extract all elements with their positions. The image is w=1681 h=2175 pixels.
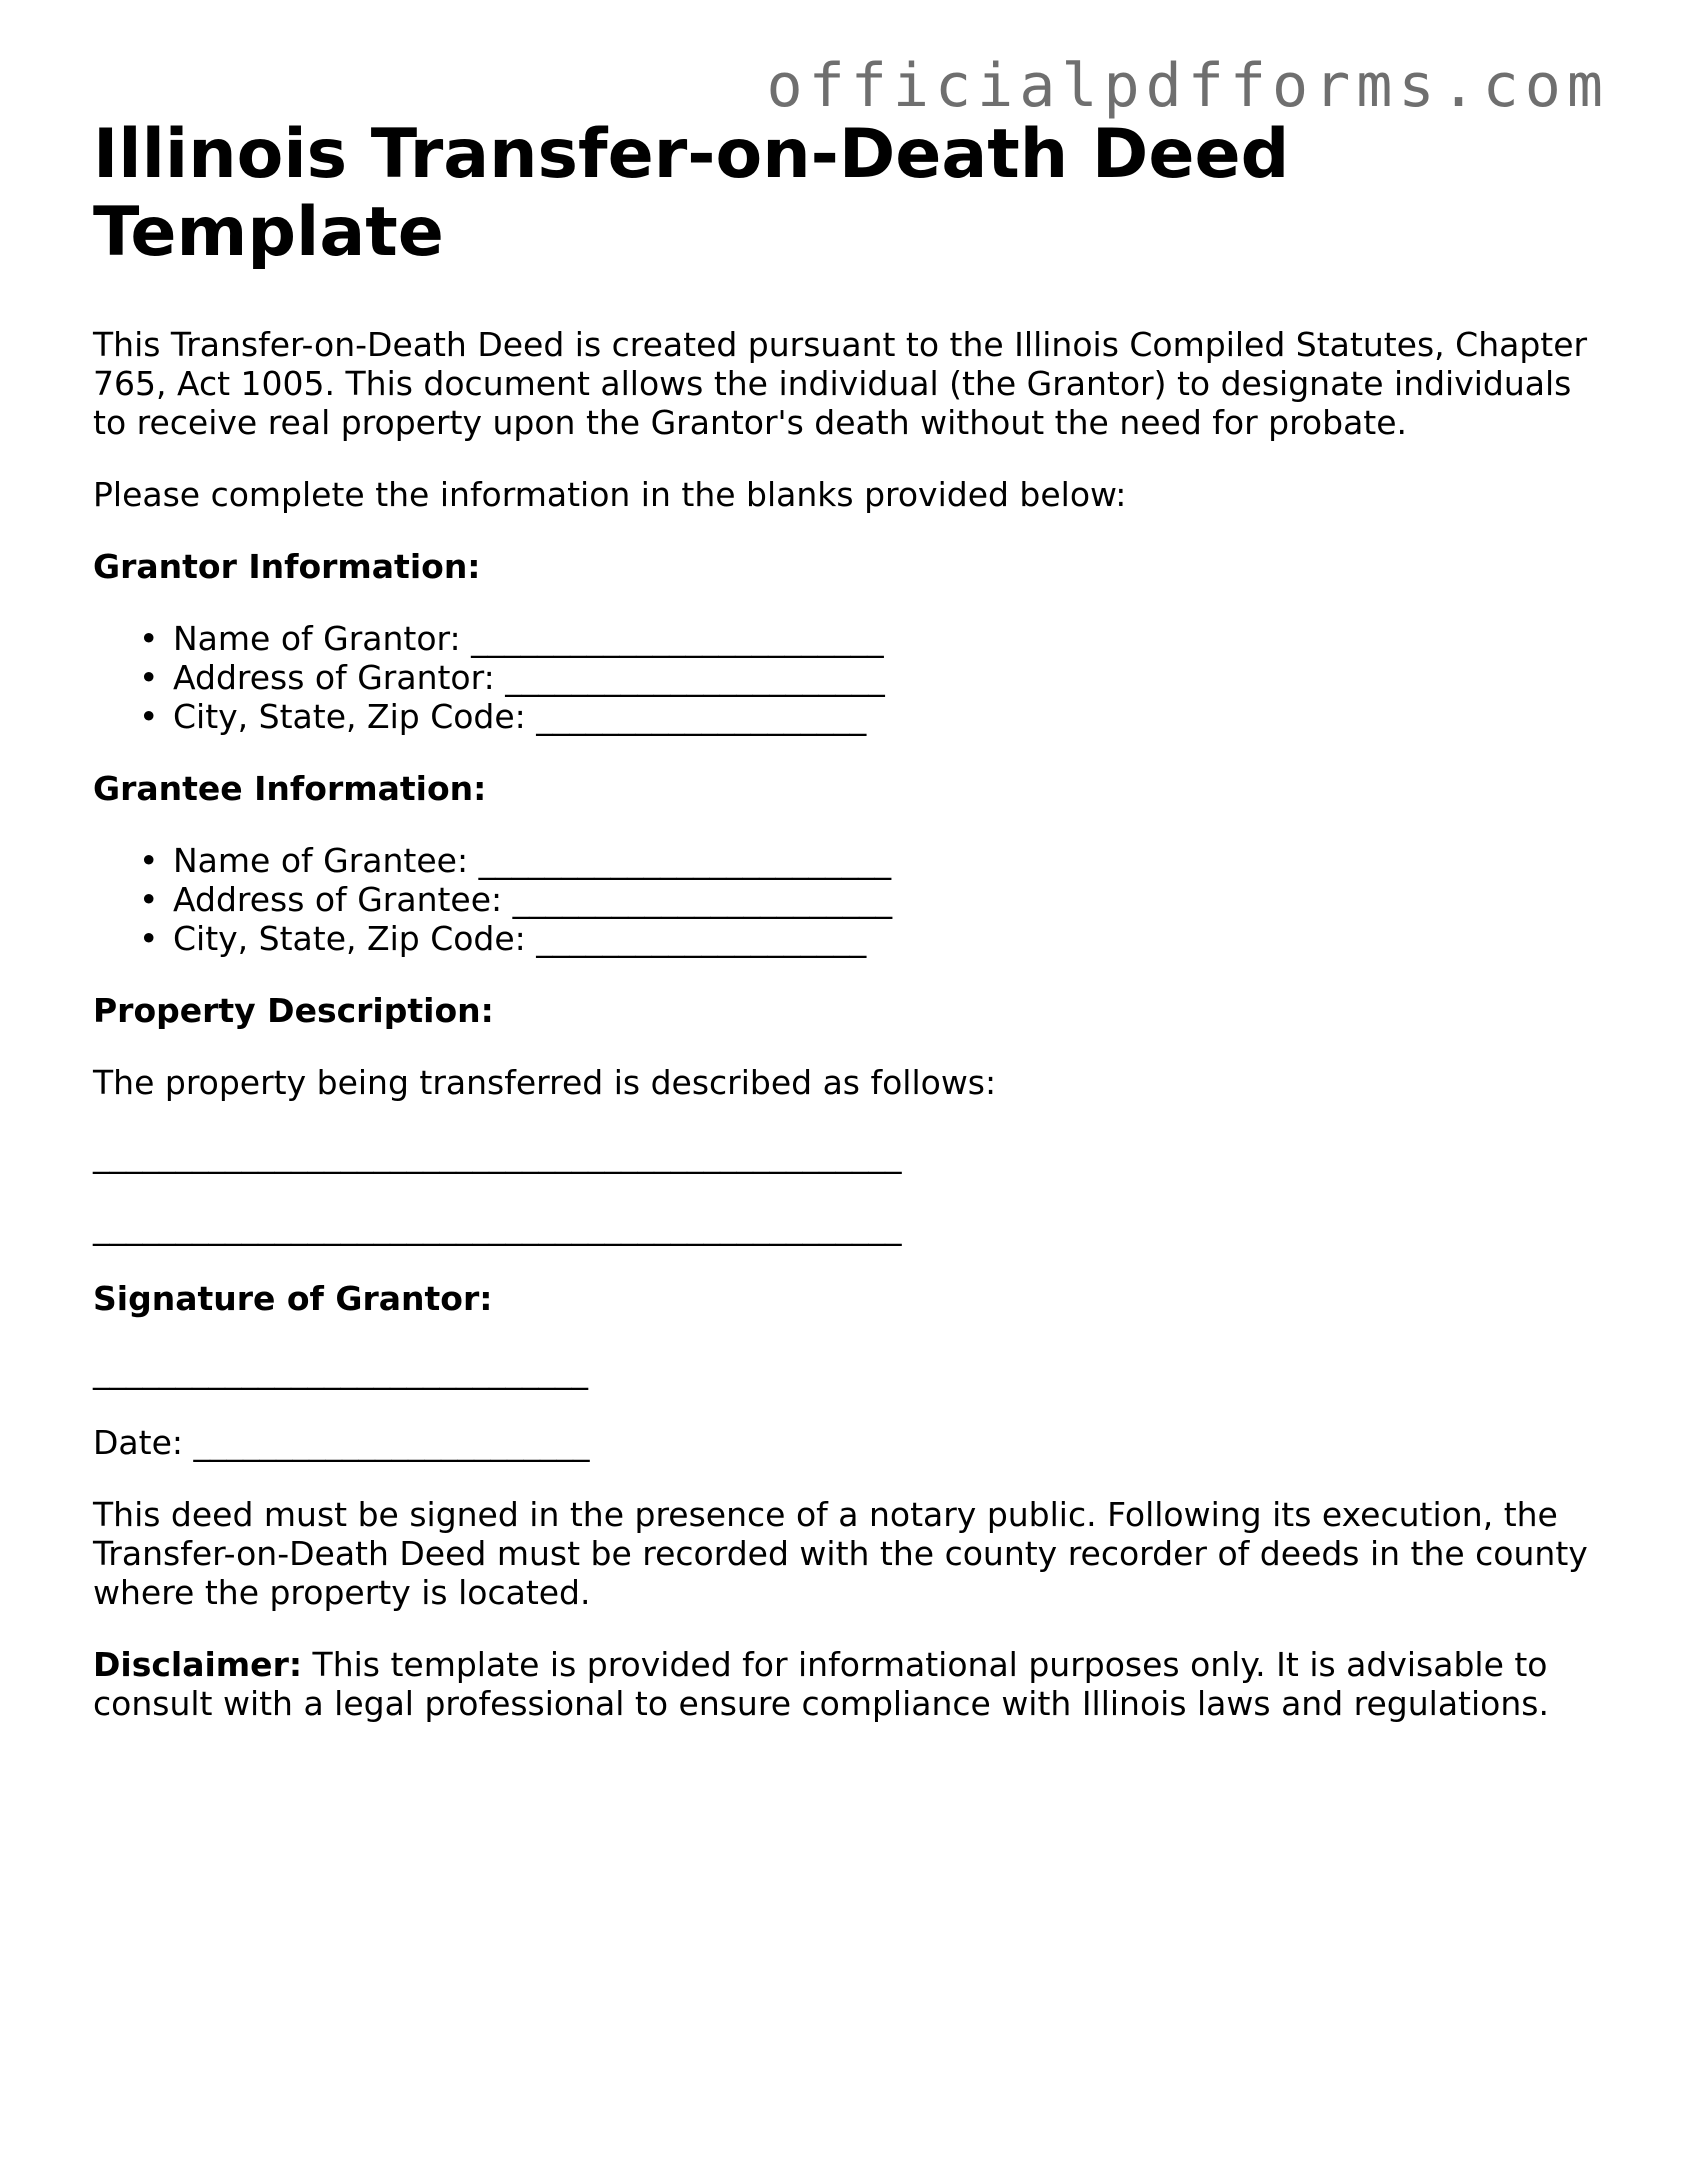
property-description-line-2[interactable]: _________________________________________________	[93, 1207, 902, 1246]
grantee-address-field[interactable]: Address of Grantee: _______________________	[173, 880, 893, 919]
list-item	[139, 658, 1593, 697]
list-item	[139, 919, 1593, 958]
list-item	[139, 697, 1593, 736]
grantor-list	[93, 619, 1593, 736]
grantee-heading: Grantee Information:	[93, 769, 487, 808]
grantor-address-field[interactable]: Address of Grantor: _______________________	[173, 658, 885, 697]
list-item	[139, 841, 1593, 880]
bullet-icon: •	[139, 919, 159, 958]
date-field[interactable]: Date: ________________________	[93, 1423, 590, 1462]
grantee-city-state-zip-field[interactable]: City, State, Zip Code: ____________________	[173, 919, 867, 958]
grantor-heading: Grantor Information:	[93, 547, 481, 586]
watermark: officialpdfforms.com	[766, 51, 1609, 121]
signature-heading: Signature of Grantor:	[93, 1279, 493, 1318]
property-heading: Property Description:	[93, 991, 494, 1030]
document-body	[93, 116, 1593, 1723]
instructions-paragraph: Please complete the information in the blanks provided below:	[93, 475, 1127, 514]
grantee-name-field[interactable]: Name of Grantee: _________________________	[173, 841, 892, 880]
grantor-city-state-zip-field[interactable]: City, State, Zip Code: ____________________	[173, 697, 867, 736]
bullet-icon: •	[139, 880, 159, 919]
grantor-name-field[interactable]: Name of Grantor: _________________________	[173, 619, 884, 658]
property-description-line-1[interactable]: _________________________________________________	[93, 1135, 902, 1174]
intro-paragraph: This Transfer-on-Death Deed is created pursuant to the Illinois Compiled Statutes, Chapter 765, Act 1005. This document allows the individual (the Grantor) to designate individuals to receive real property upon the Grantor's death without the need for probate.	[93, 325, 1588, 442]
bullet-icon: •	[139, 658, 159, 697]
title-line-1: Illinois Transfer-on-Death Deed	[93, 115, 1290, 194]
page-title	[93, 116, 1593, 272]
title-line-2: Template	[93, 193, 444, 272]
notary-paragraph: This deed must be signed in the presence of a notary public. Following its execution, the Transfer-on-Death Deed must be recorded with the county recorder of deeds in the county where the property is located.	[93, 1495, 1588, 1612]
bullet-icon: •	[139, 619, 159, 658]
disclaimer-text: This template is provided for informational purposes only. It is advisable to consult with a legal professional to ensure compliance with Illinois laws and regulations.	[93, 1645, 1549, 1723]
bullet-icon: •	[139, 697, 159, 736]
disclaimer-label: Disclaimer:	[93, 1645, 303, 1684]
disclaimer-paragraph	[93, 1645, 1593, 1723]
list-item	[139, 619, 1593, 658]
list-item	[139, 880, 1593, 919]
grantee-list	[93, 841, 1593, 958]
bullet-icon: •	[139, 841, 159, 880]
signature-line[interactable]: ______________________________	[93, 1351, 588, 1390]
property-intro: The property being transferred is described as follows:	[93, 1063, 997, 1102]
